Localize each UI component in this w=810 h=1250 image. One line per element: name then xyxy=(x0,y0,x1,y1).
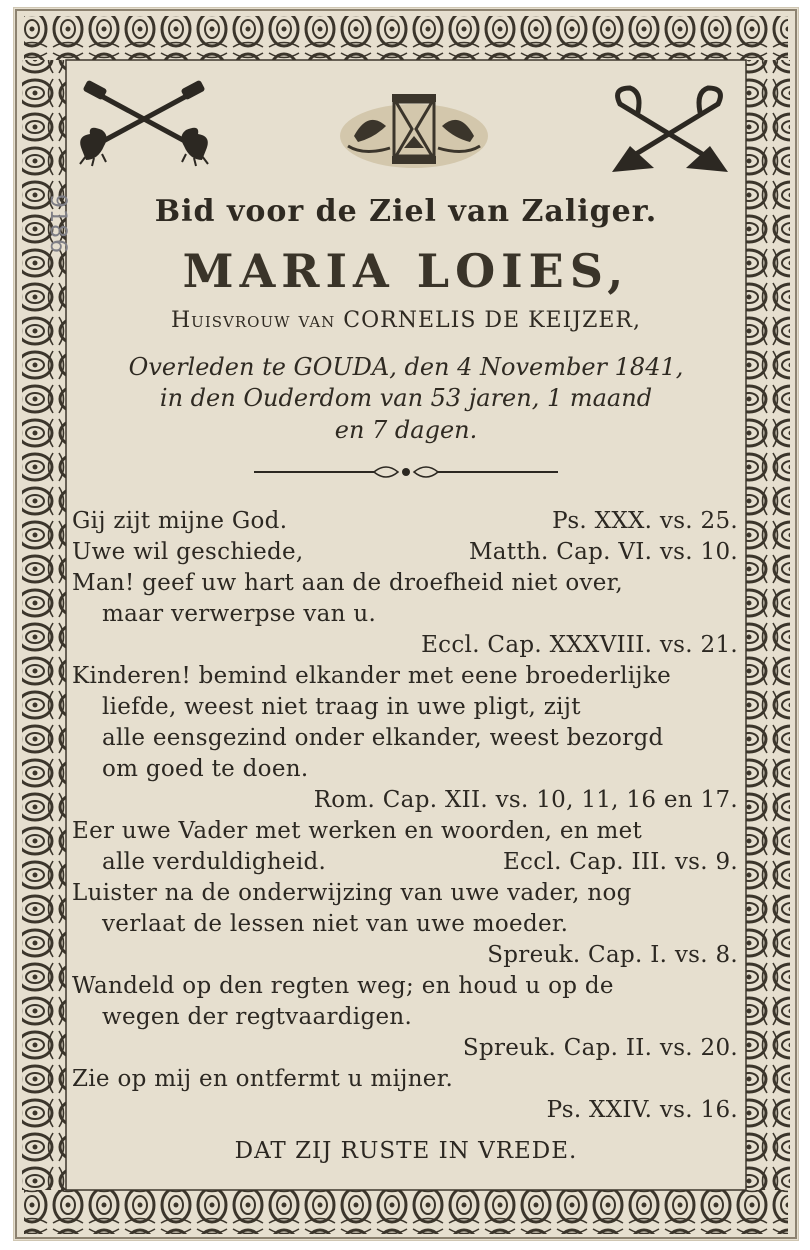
age-line-1: in den Ouderdom van 53 jaren, 1 maand xyxy=(159,384,653,412)
verse-7-ref: Spreuk. Cap. II. vs. 20. xyxy=(462,1035,738,1061)
verse-7-line-1: Wandeld op den regten weg; en houd u op de xyxy=(72,973,614,999)
verse-4-line-4: om goed te doen. xyxy=(102,756,309,782)
handwritten-number: 9186 xyxy=(45,194,70,254)
verse-4-ref: Rom. Cap. XII. vs. 10, 11, 16 en 17. xyxy=(313,787,738,813)
verse-3-line-2: maar verwerpse van u. xyxy=(102,601,377,627)
verse-5-line-2: alle verduldigheid. xyxy=(102,849,327,875)
heading: Bid voor de Ziel van Zaliger. xyxy=(154,194,658,229)
age-line-2: en 7 dagen. xyxy=(334,416,478,444)
spouse-line xyxy=(74,308,738,333)
verse-8-ref: Ps. XXIV. vs. 16. xyxy=(546,1097,738,1123)
verse-4-line-3: alle eensgezind onder elkander, weest bezorgd xyxy=(102,725,664,751)
closing-line: DAT ZIJ RUSTE IN VREDE. xyxy=(234,1138,578,1164)
crossed-scythes-icon xyxy=(602,82,738,174)
verse-5-line-1: Eer uwe Vader met werken en woorden, en met xyxy=(72,818,643,844)
hourglass-emblem-icon xyxy=(334,86,494,170)
verse-8-line-1: Zie op mij en ontfermt u mijner. xyxy=(72,1066,454,1092)
verse-7-line-2: wegen der regtvaardigen. xyxy=(102,1004,413,1030)
spouse-prefix: Huisvrouw van xyxy=(171,308,336,333)
verse-4-line-1: Kinderen! bemind elkander met eene broederlijke xyxy=(72,663,672,689)
verse-6-line-2: verlaat de lessen niet van uwe moeder. xyxy=(102,911,569,937)
verse-6-ref: Spreuk. Cap. I. vs. 8. xyxy=(487,942,738,968)
verse-2 xyxy=(72,539,738,565)
verse-3-ref: Eccl. Cap. XXXVIII. vs. 21. xyxy=(421,632,738,658)
death-line: Overleden te GOUDA, den 4 November 1841, xyxy=(128,353,684,381)
verse-1 xyxy=(72,508,738,534)
verse-2-ref: Matth. Cap. VI. vs. 10. xyxy=(468,539,738,565)
ornamental-divider xyxy=(254,462,558,482)
verse-5-ref: Eccl. Cap. III. vs. 9. xyxy=(502,849,738,875)
verse-6-line-1: Luister na de onderwijzing van uwe vader, nog xyxy=(72,880,632,906)
verse-2-text: Uwe wil geschiede, xyxy=(72,539,304,565)
verse-4-line-2: liefde, weest niet traag in uwe pligt, zijt xyxy=(102,694,581,720)
verse-5 xyxy=(72,849,738,875)
spouse-name: CORNELIS DE KEIJZER, xyxy=(343,308,641,333)
deceased-name: MARIA LOIES, xyxy=(182,244,630,298)
verse-1-ref: Ps. XXX. vs. 25. xyxy=(552,508,738,534)
memorial-card xyxy=(14,8,798,1240)
verse-1-text: Gij zijt mijne God. xyxy=(72,508,288,534)
crossed-torches-icon xyxy=(76,80,216,168)
verse-3-line-1: Man! geef uw hart aan de droefheid niet over, xyxy=(72,570,624,596)
